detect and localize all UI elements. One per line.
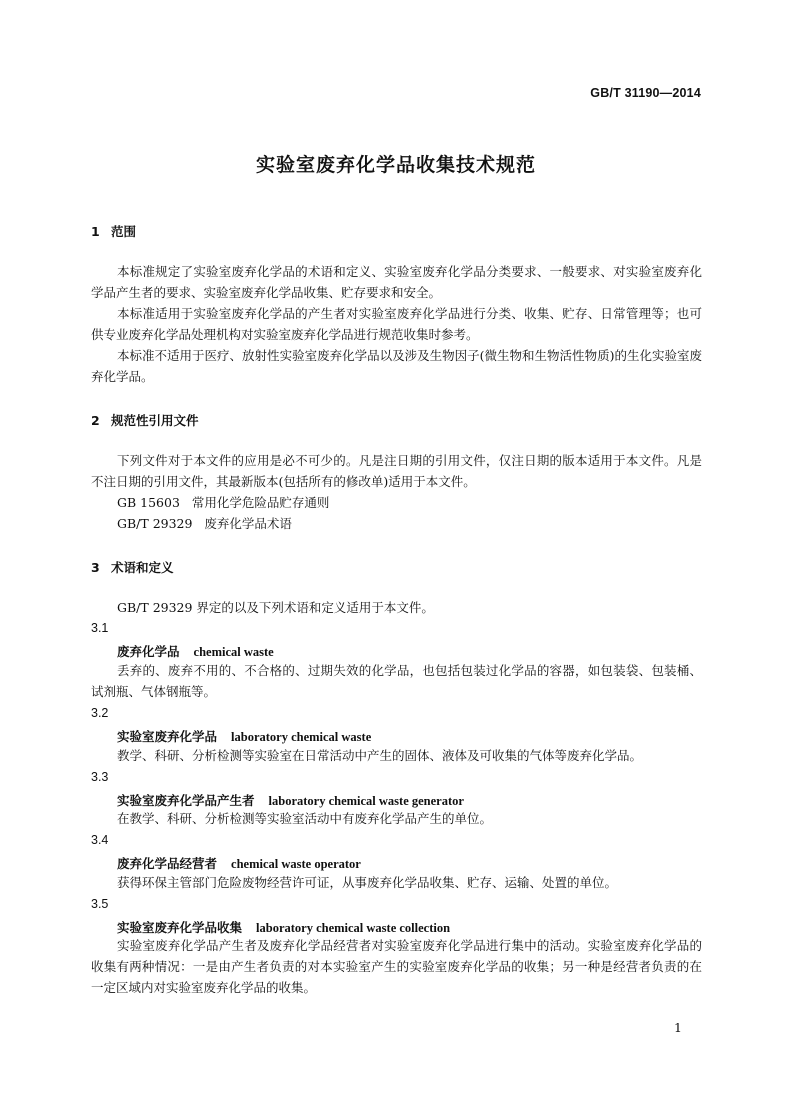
reference-code: GB/T 29329 xyxy=(117,516,193,531)
definition-text: 在教学、科研、分析检测等实验室活动中有废弃化学品产生的单位。 xyxy=(117,811,493,826)
definition-text: 获得环保主管部门危险废物经营许可证，从事废弃化学品收集、贮存、运输、处置的单位。 xyxy=(117,875,618,890)
term-number: 3.5 xyxy=(91,897,109,911)
section-number: 1 xyxy=(91,224,100,239)
term-definition xyxy=(91,872,702,893)
term-number: 3.2 xyxy=(91,706,109,720)
standard-code: GB/T 31190—2014 xyxy=(590,86,701,100)
term-en: laboratory chemical waste collection xyxy=(256,921,451,935)
paragraph: 下列文件对于本文件的应用是必不可少的。凡是注日期的引用文件，仅注日期的版本适用于本文件。凡是不注日期的引用文件，其最新版本(包括所有的修改单)适用于本文件。 xyxy=(91,453,702,489)
reference-title: 废弃化学品术语 xyxy=(204,516,292,531)
term-zh: 实验室废弃化学品产生者 xyxy=(117,793,255,808)
section-number: 2 xyxy=(91,413,100,428)
term-number: 3.4 xyxy=(91,833,109,847)
section-1-body xyxy=(91,261,702,387)
term-zh: 废弃化学品经营者 xyxy=(117,856,218,871)
term-title xyxy=(117,727,371,745)
term-title xyxy=(117,918,450,936)
definition-text: 实验室废弃化学品产生者及废弃化学品经营者对实验室废弃化学品进行集中的活动。实验室废弃化学品的收集有两种情况：一是由产生者负责的对本实验室产生的实验室废弃化学品的收集；另一种是经营者负责的在一定区域内对实验室废弃化学品的收集。 xyxy=(91,938,702,995)
term-number: 3.1 xyxy=(91,621,109,635)
term-zh: 实验室废弃化学品收集 xyxy=(117,920,243,935)
section-1-heading xyxy=(91,222,136,240)
section-title: 术语和定义 xyxy=(111,560,174,575)
term-en: laboratory chemical waste generator xyxy=(268,794,464,808)
term-definition xyxy=(91,808,702,829)
term-title xyxy=(117,791,464,809)
definition-text: 丢弃的、废弃不用的、不合格的、过期失效的化学品，也包括包装过化学品的容器，如包装袋、包装桶、试剂瓶、气体钢瓶等。 xyxy=(91,663,702,699)
paragraph: 本标准适用于实验室废弃化学品的产生者对实验室废弃化学品进行分类、收集、贮存、日常管理等；也可供专业废弃化学品处理机构对实验室废弃化学品进行规范收集时参考。 xyxy=(91,306,702,342)
term-number: 3.3 xyxy=(91,770,109,784)
paragraph: 本标准不适用于医疗、放射性实验室废弃化学品以及涉及生物因子(微生物和生物活性物质)的生化实验室废弃化学品。 xyxy=(91,348,702,384)
section-number: 3 xyxy=(91,560,100,575)
reference-gbt-29329 xyxy=(117,513,292,534)
reference-gb-15603 xyxy=(117,492,329,513)
term-title xyxy=(117,642,274,660)
term-definition xyxy=(91,660,702,702)
term-zh: 废弃化学品 xyxy=(117,644,180,659)
section-title: 规范性引用文件 xyxy=(111,413,199,428)
section-2-body xyxy=(91,450,702,492)
term-definition xyxy=(91,745,702,766)
reference-code: GB 15603 xyxy=(117,495,180,510)
term-title xyxy=(117,854,361,872)
paragraph: 本标准规定了实验室废弃化学品的术语和定义、实验室废弃化学品分类要求、一般要求、对实验室废弃化学品产生者的要求、实验室废弃化学品收集、贮存要求和安全。 xyxy=(91,264,702,300)
term-en: laboratory chemical waste xyxy=(231,730,372,744)
term-zh: 实验室废弃化学品 xyxy=(117,729,218,744)
term-definition xyxy=(91,935,702,998)
section-2-heading xyxy=(91,411,199,429)
section-3-heading xyxy=(91,558,174,576)
section-title: 范围 xyxy=(111,224,137,239)
document-title: 实验室废弃化学品收集技术规范 xyxy=(255,154,536,176)
section-3-intro: GB/T 29329 界定的以及下列术语和定义适用于本文件。 xyxy=(117,600,434,615)
page-number: 1 xyxy=(674,1020,682,1035)
definition-text: 教学、科研、分析检测等实验室在日常活动中产生的固体、液体及可收集的气体等废弃化学品。 xyxy=(117,748,643,763)
term-en: chemical waste operator xyxy=(231,857,361,871)
reference-title: 常用化学危险品贮存通则 xyxy=(191,495,330,510)
term-en: chemical waste xyxy=(193,645,274,659)
